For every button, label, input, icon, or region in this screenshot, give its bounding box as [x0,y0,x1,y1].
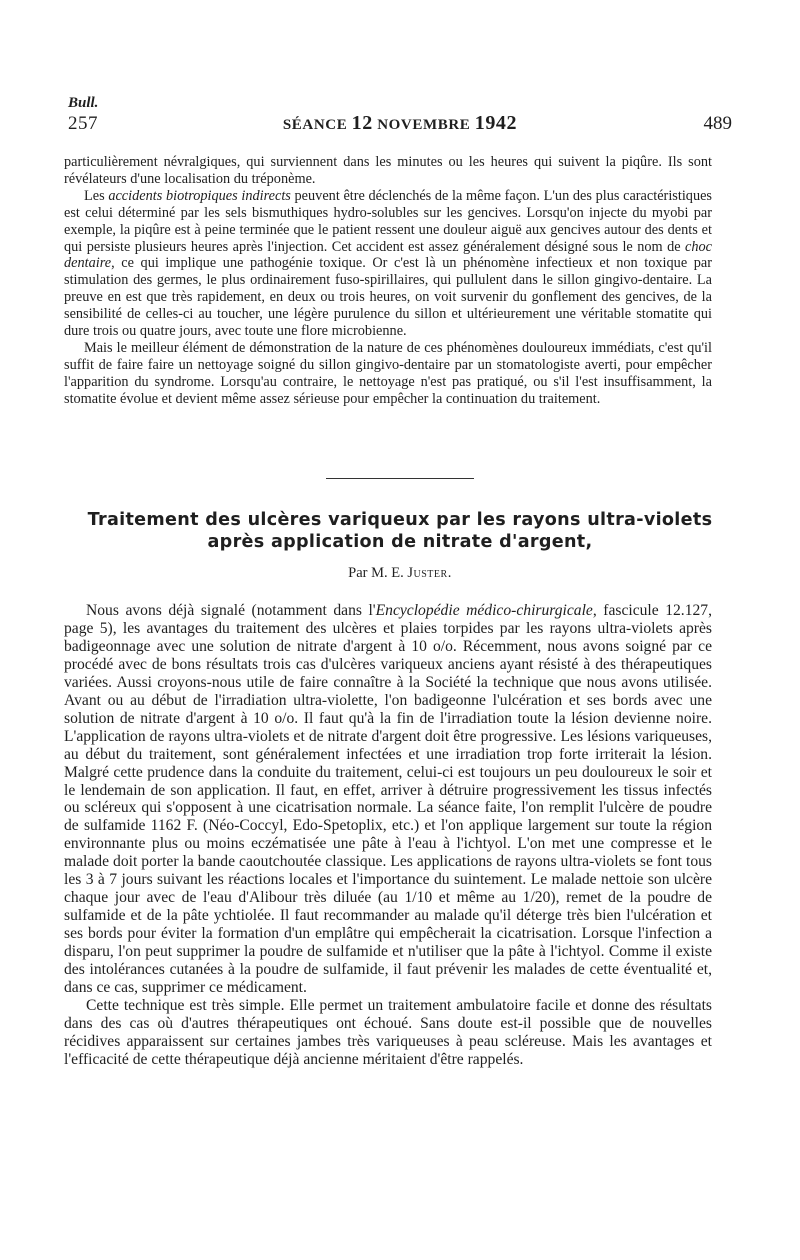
section-divider [326,478,474,479]
paragraph: Mais le meilleur élément de démonstration de la nature de ces phénomènes douloureux immédiats, c'est qu'il suffit de faire faire un nettoyage soigné du sillon gingivo-dentaire par un stomatologiste averti, pour empêcher l'apparition du syndrome. Lorsqu'au contraire, le nettoyage n'est pas pratiqué, ou s'il l'est insuffisamment, la stomatite évolue et devient même assez sérieuse pour empêcher la continuation du traitement. [64,339,712,407]
paragraph: Nous avons déjà signalé (notamment dans l'Encyclopédie médico-chirurgicale, fascicule 12.127, page 5), les avantages du traitement des ulcères et plaies torpides par les rayons ultra-violets après badigeonnage avec une solution de nitrate d'argent à 10 o/o. Récemment, nous avons soigné par ce procédé avec de bons résultats trois cas d'ulcères variqueux anciens ayant résisté à des thérapeutiques variées. Aussi croyons-nous utile de faire connaître à la Société la technique que nous avons utilisée. Avant ou au début de l'irradiation ultra-violette, l'on badigeonne l'ulcération et ses bords avec une solution de nitrate d'argent à 10 o/o. Il faut qu'à la fin de l'irradiation toute la lésion devienne noire. L'application de rayons ultra-violets et de nitrate d'argent doit être progressive. Les lésions variqueuses, au début du traitement, sont généralement infectées et une irradiation trop forte irriterait la lésion. Malgré cette prudence dans la conduite du traitement, celui-ci est toujours un peu douloureux le soir et le lendemain de son application. Il faut, en effet, arriver à détruire progressivement les tissus infectés ou scléreux qui s'opposent à une cicatrisation normale. La séance faite, l'on remplit l'ulcère de poudre de sulfamide 1162 F. (Néo-Coccyl, Edo-Spetoplix, etc.) et l'on applique largement sur toute la région environnante plus ou moins eczématisée une pâte à l'eau à l'ichtyol. L'on met une compresse et le malade doit porter la bande caoutchoutée classique. Les applications de rayons ultra-violets se font tous les 3 à 7 jours suivant les réactions locales et l'importance du suintement. Le malade nettoie son ulcère chaque jour avec de l'eau d'Alibour très diluée (au 1/10 et même au 1/20), remet de la poudre de sulfamide et de la pâte ychtiolée. Il faut recommander au malade qu'il déterge très bien l'ulcération et ses bords pour éviter la formation d'un emplâtre qui empêcherait la cicatrisation. Lorsque l'infection a disparu, l'on peut supprimer la poudre de sulfamide et n'utiliser que la pâte à l'ichtyol. Comme il existe des intolérances cutanées à la poudre de sulfamide, il faut prévenir les malades de cette éventualité et, dans ce cas, supprimer ce médicament. [64,602,712,997]
paragraph: Les accidents biotropiques indirects peuvent être déclenchés de la même façon. L'un des plus caractéristiques est celui déterminé par les sels bismuthiques hydro-solubles sur les gencives. Lorsqu'on injecte du myobi par exemple, la piqûre est à peine terminée que le patient ressent une douleur aiguë aux gencives autour des dents et qui persiste plusieurs heures après l'injection. Cet accident est assez généralement désigné sous le nom de choc dentaire, ce qui implique une pathogénie toxique. Or c'est là un phénomène infectieux et non toxique par stimulation des germes, le plus ordinairement fuso-spirillaires, qui pullulent dans le sillon gingivo-dentaire. La preuve en est que très rapidement, en deux ou trois heures, on voit survenir du gonflement des gencives, de la sensibilité de celles-ci au toucher, une légère purulence du sillon et ultérieurement une véritable stomatite qui dure trois ou quatre jours, avec toute une flore microbienne. [64,187,713,340]
title-line: après application de nitrate d'argent, [207,532,593,552]
header-seance: SÉANCE [282,117,348,133]
journal-abbreviation: Bull. [68,95,99,111]
right-page-number: 489 [703,113,732,134]
article-title [40,509,760,553]
article-body [64,602,712,1069]
paragraph: particulièrement névralgiques, qui surviennent dans les minutes ou les heures qui suivent la piqûre. Ils sont révélateurs d'une localisation du tréponème. [64,154,712,187]
article-author: Par M. E. Juster. [348,565,452,581]
running-header [0,112,800,135]
header-year: 1942 [474,112,518,134]
left-page-number: 257 [68,113,98,134]
title-line: Traitement des ulcères variqueux par les rayons ultra-violets [87,510,713,530]
paragraph: Cette technique est très simple. Elle permet un traitement ambulatoire facile et donne des résultats dans des cas où d'autres thérapeutiques ont échoué. Sans doute est-il possible que de nouvelles récidives apparaissent sur certaines jambes très variqueuses à peau scléreuse. Mais les avantages et l'efficacité de cette thérapeutique déjà ancienne méritaient d'être rappelés. [64,996,712,1068]
header-day: 12 [351,112,373,134]
previous-article-continuation [64,154,712,408]
header-month: NOVEMBRE [377,117,471,133]
